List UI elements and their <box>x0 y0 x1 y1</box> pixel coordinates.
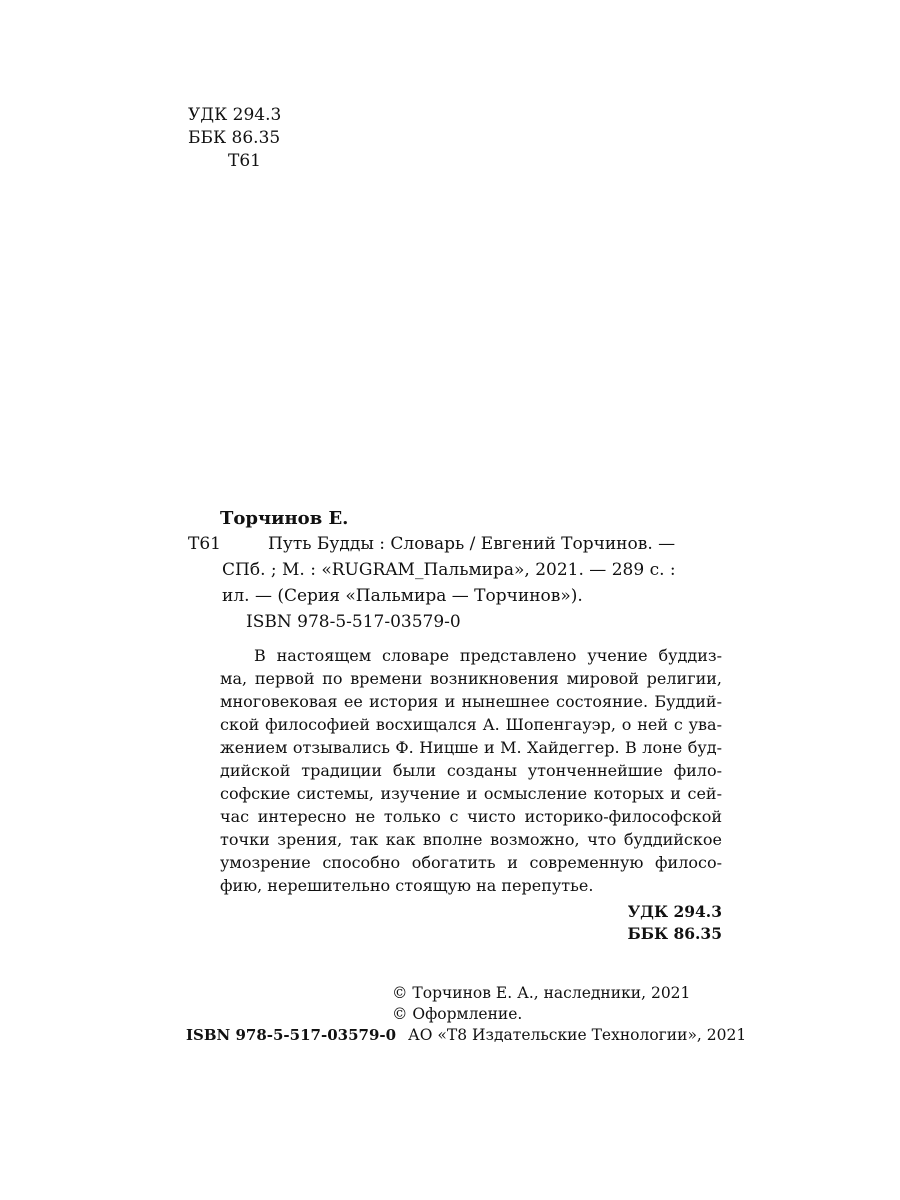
copyright-publisher: АО «Т8 Издательские Технологии», 2021 <box>408 1026 747 1044</box>
annotation-line: многовековая ее история и нынешнее состояние. Буддий- <box>220 692 722 711</box>
annotation-line: ской философией восхищался А. Шопенгауэр, о ней с ува- <box>220 715 722 734</box>
annotation-line: точки зрения, так как вполне возможно, что буддийское <box>220 830 722 849</box>
author-heading: Торчинов Е. <box>220 508 349 529</box>
annotation-line: час интересно не только с чисто историко-философской <box>220 807 722 826</box>
annotation-line: дийской традиции были созданы утонченнейшие фило- <box>220 761 722 780</box>
annotation-line: жением отзывались Ф. Ницше и М. Хайдеггер. В лоне буд- <box>220 738 722 757</box>
annotation-line: умозрение способно обогатить и современную филосо- <box>220 853 722 872</box>
header-author-mark: Т61 <box>228 151 261 171</box>
record-imprint-line: СПб. ; М. : «RUGRAM_Пальмира», 2021. — 289 с. : <box>222 560 676 580</box>
footer-isbn: ISBN 978-5-517-03579-0 <box>186 1026 397 1044</box>
annotation-line: В настоящем словаре представлено учение буддиз- <box>254 646 722 665</box>
annotation-line: ма, первой по времени возникновения мировой религии, <box>220 669 722 688</box>
record-title-line: Путь Будды : Словарь / Евгений Торчинов. — <box>268 534 676 554</box>
record-isbn: ISBN 978-5-517-03579-0 <box>246 612 461 632</box>
copyright-design: © Оформление. <box>392 1005 523 1023</box>
header-udk: УДК 294.3 <box>188 105 282 125</box>
classification-udk: УДК 294.3 <box>627 902 722 921</box>
record-series-line: ил. — (Серия «Пальмира — Торчинов»). <box>222 586 583 606</box>
annotation-paragraph <box>220 644 722 897</box>
classification-bbk: ББК 86.35 <box>627 924 722 943</box>
annotation-line: софские системы, изучение и осмысление которых и сей- <box>220 784 722 803</box>
annotation-line: фию, нерешительно стоящую на перепутье. <box>220 876 594 895</box>
header-bbk: ББК 86.35 <box>188 128 281 148</box>
record-author-mark: Т61 <box>188 534 221 554</box>
copyright-author: © Торчинов Е. А., наследники, 2021 <box>392 984 691 1002</box>
